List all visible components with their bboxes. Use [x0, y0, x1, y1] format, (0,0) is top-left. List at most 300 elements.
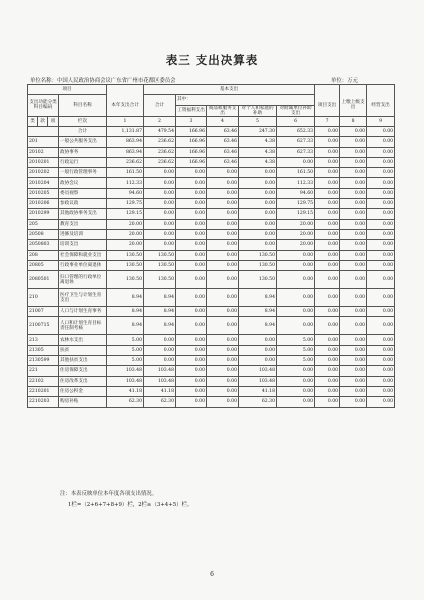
amount-cell: 0.00 — [176, 209, 207, 219]
amount-cell: 0.00 — [144, 168, 176, 178]
amount-cell: 863.94 — [107, 137, 144, 147]
amount-cell: 0.00 — [367, 335, 395, 345]
amount-cell: 0.00 — [367, 376, 395, 386]
amount-cell: 0.00 — [207, 219, 239, 229]
amount-cell: 0.00 — [144, 345, 176, 355]
amount-cell: 166.96 — [176, 137, 207, 147]
amount-cell: 0.00 — [367, 250, 395, 260]
header-salary-welfare: 工资福利支出 — [176, 105, 207, 116]
subject-code: 21007 — [28, 307, 59, 317]
amount-cell: 0.00 — [277, 376, 315, 386]
amount-cell: 62.30 — [107, 397, 144, 407]
col-num: 6 — [277, 116, 315, 126]
amount-cell: 0.00 — [207, 356, 239, 366]
amount-cell: 20.00 — [277, 240, 315, 250]
amount-cell: 0.00 — [239, 335, 277, 345]
amount-cell: 0.00 — [144, 219, 176, 229]
subject-name: 住房保障支出 — [59, 366, 107, 376]
subject-name: 教育支出 — [59, 219, 107, 229]
column-number-row — [28, 116, 395, 126]
amount-cell: 103.48 — [239, 366, 277, 376]
header-personal-family: 对个人和家庭的补助 — [239, 105, 277, 116]
subject-code: 221 — [28, 366, 59, 376]
table-row — [28, 289, 395, 307]
total-label: 合计 — [59, 126, 107, 136]
amount-cell: 0.00 — [315, 178, 340, 188]
amount-cell: 130.50 — [239, 250, 277, 260]
amount-cell: 5.00 — [277, 345, 315, 355]
subject-name: 购房补贴 — [59, 397, 107, 407]
amount-cell: 0.00 — [144, 199, 176, 209]
amount-cell: 103.48 — [239, 376, 277, 386]
total-value: 479.54 — [144, 126, 176, 136]
amount-cell: 0.00 — [340, 366, 367, 376]
amount-cell: 236.62 — [144, 147, 176, 157]
subject-code: 2010299 — [28, 209, 59, 219]
subject-name: 人口与计划生育事务 — [59, 307, 107, 317]
amount-cell: 129.15 — [107, 209, 144, 219]
subject-name: 其他扶贫支出 — [59, 356, 107, 366]
amount-cell: 103.48 — [144, 366, 176, 376]
amount-cell: 0.00 — [277, 260, 315, 270]
subject-name: 政协事务 — [59, 147, 107, 157]
amount-cell: 4.38 — [239, 147, 277, 157]
unit-name: 单位名称：中国人民政治协商会议广东省广州市花都区委员会 — [30, 78, 176, 84]
amount-cell: 94.60 — [277, 188, 315, 198]
amount-cell: 166.96 — [176, 147, 207, 157]
amount-cell: 0.00 — [340, 168, 367, 178]
subject-name: 扶贫 — [59, 345, 107, 355]
subject-name: 政协会议 — [59, 178, 107, 188]
amount-cell: 0.00 — [315, 229, 340, 239]
amount-cell: 94.60 — [107, 188, 144, 198]
amount-cell: 0.00 — [207, 178, 239, 188]
amount-cell: 0.00 — [340, 229, 367, 239]
amount-cell: 41.18 — [107, 386, 144, 396]
amount-cell: 0.00 — [367, 307, 395, 317]
subject-code: 205 — [28, 219, 59, 229]
amount-cell: 0.00 — [367, 188, 395, 198]
amount-cell: 0.00 — [144, 178, 176, 188]
amount-cell: 0.00 — [176, 386, 207, 396]
table-row — [28, 229, 395, 239]
amount-cell: 0.00 — [315, 271, 340, 289]
amount-cell: 8.94 — [144, 317, 176, 335]
amount-cell: 5.00 — [107, 335, 144, 345]
amount-cell: 0.00 — [207, 260, 239, 270]
amount-cell: 0.00 — [315, 366, 340, 376]
amount-cell: 0.00 — [239, 188, 277, 198]
amount-cell: 0.00 — [207, 366, 239, 376]
amount-cell: 0.00 — [315, 137, 340, 147]
header-subsidy-subordinate: 对附属单位补助支出 — [277, 105, 315, 116]
amount-cell: 0.00 — [207, 188, 239, 198]
table-row — [28, 168, 395, 178]
total-value: 247.30 — [239, 126, 277, 136]
col-num: 2 — [144, 116, 176, 126]
amount-cell: 0.00 — [315, 386, 340, 396]
amount-cell: 20.00 — [277, 219, 315, 229]
amount-cell: 8.94 — [239, 317, 277, 335]
subject-code: 2130599 — [28, 356, 59, 366]
amount-cell: 63.46 — [207, 157, 239, 167]
col-lei: 类 — [28, 116, 38, 126]
amount-cell: 129.15 — [277, 209, 315, 219]
amount-cell: 41.18 — [239, 386, 277, 396]
subject-name: 住房改革支出 — [59, 376, 107, 386]
amount-cell: 0.00 — [340, 178, 367, 188]
amount-cell: 0.00 — [176, 289, 207, 307]
amount-cell: 0.00 — [367, 219, 395, 229]
header-current-total: 本年支出合计 — [107, 95, 144, 116]
amount-cell: 0.00 — [207, 168, 239, 178]
amount-cell: 0.00 — [144, 335, 176, 345]
amount-cell: 130.50 — [144, 250, 176, 260]
amount-cell: 8.94 — [144, 307, 176, 317]
col-num: 4 — [207, 116, 239, 126]
subject-code: 213 — [28, 335, 59, 345]
subject-name: 参政议政 — [59, 199, 107, 209]
col-num: 8 — [340, 116, 367, 126]
subject-code: 22102 — [28, 376, 59, 386]
amount-cell: 0.00 — [315, 397, 340, 407]
subject-name: 农林水支出 — [59, 335, 107, 345]
table-row — [28, 157, 395, 167]
amount-cell: 0.00 — [367, 178, 395, 188]
amount-cell: 0.00 — [207, 335, 239, 345]
amount-cell: 236.62 — [107, 157, 144, 167]
amount-cell: 130.50 — [107, 260, 144, 270]
amount-cell: 0.00 — [315, 209, 340, 219]
amount-cell: 0.00 — [367, 366, 395, 376]
amount-cell: 0.00 — [367, 240, 395, 250]
subject-code: 20102 — [28, 147, 59, 157]
amount-cell: 0.00 — [315, 157, 340, 167]
table-row — [28, 188, 395, 198]
amount-cell: 41.18 — [144, 386, 176, 396]
amount-cell: 0.00 — [367, 289, 395, 307]
subject-code: 2010205 — [28, 188, 59, 198]
col-num: 7 — [315, 116, 340, 126]
subject-code: 2010206 — [28, 199, 59, 209]
amount-cell: 20.00 — [107, 240, 144, 250]
header-subtotal: 合计 — [144, 95, 176, 116]
unit-label: 单位：万元 — [331, 78, 358, 84]
header-row-1 — [28, 85, 395, 95]
amount-cell: 103.48 — [144, 376, 176, 386]
amount-cell: 103.48 — [107, 366, 144, 376]
subject-name: 进修及培训 — [59, 229, 107, 239]
amount-cell: 63.46 — [207, 147, 239, 157]
amount-cell: 0.00 — [176, 188, 207, 198]
subject-code: 208 — [28, 250, 59, 260]
amount-cell: 0.00 — [176, 229, 207, 239]
table-row — [28, 240, 395, 250]
subject-code: 20805 — [28, 260, 59, 270]
subject-name: 医疗卫生与计划生育支出 — [59, 289, 107, 307]
table-row — [28, 356, 395, 366]
page-number: 6 — [210, 571, 214, 578]
amount-cell: 63.46 — [207, 137, 239, 147]
amount-cell: 0.00 — [340, 240, 367, 250]
amount-cell: 0.00 — [315, 250, 340, 260]
amount-cell: 236.62 — [144, 157, 176, 167]
amount-cell: 627.33 — [277, 137, 315, 147]
amount-cell: 0.00 — [367, 199, 395, 209]
amount-cell: 0.00 — [207, 240, 239, 250]
amount-cell: 130.50 — [144, 260, 176, 270]
amount-cell: 5.00 — [107, 345, 144, 355]
amount-cell: 8.94 — [107, 317, 144, 335]
amount-cell: 0.00 — [176, 376, 207, 386]
subject-code: 21305 — [28, 345, 59, 355]
amount-cell: 0.00 — [207, 397, 239, 407]
header-project-expense: 项目支出 — [315, 95, 340, 116]
amount-cell: 166.96 — [176, 157, 207, 167]
amount-cell: 0.00 — [207, 271, 239, 289]
amount-cell: 0.00 — [367, 168, 395, 178]
subject-name: 行政事业单位离退休 — [59, 260, 107, 270]
amount-cell: 0.00 — [277, 157, 315, 167]
amount-cell: 0.00 — [144, 209, 176, 219]
amount-cell: 130.50 — [239, 271, 277, 289]
amount-cell: 20.00 — [107, 229, 144, 239]
amount-cell: 130.50 — [107, 250, 144, 260]
amount-cell: 0.00 — [277, 317, 315, 335]
amount-cell: 8.94 — [107, 289, 144, 307]
amount-cell: 0.00 — [239, 356, 277, 366]
col-num: 9 — [367, 116, 395, 126]
table-row — [28, 386, 395, 396]
total-value: 63.46 — [207, 126, 239, 136]
header-subject-name: 科目名称 — [59, 95, 107, 116]
header-project: 项目 — [28, 85, 107, 95]
amount-cell: 112.33 — [107, 178, 144, 188]
total-value: 166.96 — [176, 126, 207, 136]
amount-cell: 627.33 — [277, 147, 315, 157]
expenditure-table — [27, 84, 395, 408]
amount-cell: 0.00 — [340, 199, 367, 209]
amount-cell: 0.00 — [340, 356, 367, 366]
amount-cell: 0.00 — [340, 157, 367, 167]
subject-name: 人口和计划生育目标责任制考核 — [59, 317, 107, 335]
amount-cell: 0.00 — [367, 260, 395, 270]
table-row — [28, 209, 395, 219]
note-line: 注：本表反映单位本年度各项支出情况。 — [60, 491, 158, 497]
amount-cell: 4.38 — [239, 137, 277, 147]
table-row — [28, 271, 395, 289]
amount-cell: 0.00 — [176, 271, 207, 289]
amount-cell: 129.75 — [277, 199, 315, 209]
amount-cell: 0.00 — [277, 271, 315, 289]
amount-cell: 0.00 — [239, 178, 277, 188]
amount-cell: 0.00 — [144, 240, 176, 250]
amount-cell: 0.00 — [207, 199, 239, 209]
subject-name: 住房公积金 — [59, 386, 107, 396]
amount-cell: 0.00 — [207, 289, 239, 307]
amount-cell: 0.00 — [207, 209, 239, 219]
amount-cell: 0.00 — [239, 209, 277, 219]
table-row — [28, 307, 395, 317]
amount-cell: 0.00 — [340, 289, 367, 307]
subject-code: 2010204 — [28, 178, 59, 188]
col-kuan: 款 — [38, 116, 48, 126]
amount-cell: 0.00 — [367, 317, 395, 335]
table-row — [28, 260, 395, 270]
col-num: 3 — [176, 116, 207, 126]
amount-cell: 0.00 — [315, 188, 340, 198]
amount-cell: 0.00 — [207, 250, 239, 260]
subject-name: 一般行政管理事务 — [59, 168, 107, 178]
subject-name: 委员视察 — [59, 188, 107, 198]
subject-name: 一般公共服务支出 — [59, 137, 107, 147]
subject-name: 社会保障和就业支出 — [59, 250, 107, 260]
page-title: 表三 支出决算表 — [165, 53, 259, 67]
amount-cell: 0.00 — [340, 335, 367, 345]
amount-cell: 0.00 — [144, 188, 176, 198]
amount-cell: 0.00 — [340, 219, 367, 229]
subject-code: 20508 — [28, 229, 59, 239]
col-xiang: 项 — [48, 116, 59, 126]
amount-cell: 20.00 — [107, 219, 144, 229]
amount-cell: 0.00 — [176, 219, 207, 229]
amount-cell: 0.00 — [239, 345, 277, 355]
subject-name: 其他政协事务支出 — [59, 209, 107, 219]
amount-cell: 0.00 — [277, 289, 315, 307]
subject-code: 2010201 — [28, 157, 59, 167]
amount-cell: 103.48 — [107, 376, 144, 386]
subject-code: 2100715 — [28, 317, 59, 335]
subject-name: 培训支出 — [59, 240, 107, 250]
amount-cell: 0.00 — [315, 289, 340, 307]
amount-cell: 0.00 — [367, 386, 395, 396]
amount-cell: 0.00 — [340, 271, 367, 289]
amount-cell: 0.00 — [367, 397, 395, 407]
table-row — [28, 397, 395, 407]
subject-code: 2080501 — [28, 271, 59, 289]
total-value: 0.00 — [340, 126, 367, 136]
table-row — [28, 335, 395, 345]
amount-cell: 161.50 — [107, 168, 144, 178]
amount-cell: 0.00 — [176, 260, 207, 270]
amount-cell: 0.00 — [315, 335, 340, 345]
amount-cell: 0.00 — [239, 219, 277, 229]
amount-cell: 0.00 — [239, 229, 277, 239]
amount-cell: 0.00 — [176, 356, 207, 366]
amount-cell: 0.00 — [367, 271, 395, 289]
total-value: 0.00 — [367, 126, 395, 136]
header-pay-higher: 上缴上级支出 — [340, 95, 367, 116]
subject-code: 2210201 — [28, 386, 59, 396]
amount-cell: 0.00 — [207, 307, 239, 317]
amount-cell: 0.00 — [340, 397, 367, 407]
total-value: 652.33 — [277, 126, 315, 136]
amount-cell: 863.94 — [107, 147, 144, 157]
amount-cell: 0.00 — [340, 147, 367, 157]
amount-cell: 0.00 — [315, 168, 340, 178]
table-row — [28, 366, 395, 376]
amount-cell: 0.00 — [176, 317, 207, 335]
amount-cell: 0.00 — [367, 345, 395, 355]
subject-code: 210 — [28, 289, 59, 307]
amount-cell: 0.00 — [176, 307, 207, 317]
amount-cell: 0.00 — [315, 147, 340, 157]
subject-name: 行政运行 — [59, 157, 107, 167]
amount-cell: 0.00 — [176, 335, 207, 345]
amount-cell: 0.00 — [315, 317, 340, 335]
amount-cell: 0.00 — [176, 397, 207, 407]
table-row — [28, 219, 395, 229]
amount-cell: 129.75 — [107, 199, 144, 209]
amount-cell: 0.00 — [239, 168, 277, 178]
amount-cell: 0.00 — [315, 260, 340, 270]
amount-cell: 0.00 — [239, 240, 277, 250]
amount-cell: 5.00 — [277, 335, 315, 345]
table-row — [28, 147, 395, 157]
amount-cell: 0.00 — [315, 307, 340, 317]
amount-cell: 0.00 — [315, 345, 340, 355]
amount-cell: 0.00 — [176, 199, 207, 209]
amount-cell: 0.00 — [340, 250, 367, 260]
amount-cell: 0.00 — [315, 240, 340, 250]
amount-cell: 8.94 — [107, 307, 144, 317]
amount-cell: 0.00 — [367, 209, 395, 219]
table-row — [28, 376, 395, 386]
subject-code: 2050803 — [28, 240, 59, 250]
amount-cell: 0.00 — [340, 260, 367, 270]
amount-cell: 0.00 — [277, 250, 315, 260]
amount-cell: 8.94 — [239, 307, 277, 317]
amount-cell: 0.00 — [277, 366, 315, 376]
table-row — [28, 199, 395, 209]
amount-cell: 62.30 — [239, 397, 277, 407]
amount-cell: 0.00 — [340, 209, 367, 219]
subject-name: 归口管理的行政单位离退休 — [59, 271, 107, 289]
amount-cell: 62.30 — [144, 397, 176, 407]
amount-cell: 0.00 — [239, 199, 277, 209]
amount-cell: 130.50 — [107, 271, 144, 289]
amount-cell: 112.33 — [277, 178, 315, 188]
header-among: 其中： — [176, 95, 315, 105]
amount-cell: 130.50 — [239, 260, 277, 270]
amount-cell: 0.00 — [176, 240, 207, 250]
amount-cell: 0.00 — [207, 345, 239, 355]
amount-cell: 161.50 — [277, 168, 315, 178]
table-row — [28, 345, 395, 355]
table-row — [28, 137, 395, 147]
amount-cell: 5.00 — [107, 356, 144, 366]
header-operating: 经营支出 — [367, 95, 395, 116]
amount-cell: 0.00 — [340, 137, 367, 147]
amount-cell: 0.00 — [176, 178, 207, 188]
amount-cell: 8.94 — [144, 289, 176, 307]
amount-cell: 0.00 — [367, 147, 395, 157]
subject-code: 201 — [28, 137, 59, 147]
amount-cell: 0.00 — [207, 317, 239, 335]
total-value: 0.00 — [315, 126, 340, 136]
amount-cell: 0.00 — [340, 317, 367, 335]
col-num: 5 — [239, 116, 277, 126]
amount-cell: 0.00 — [207, 376, 239, 386]
amount-cell: 8.94 — [239, 289, 277, 307]
amount-cell: 5.00 — [277, 356, 315, 366]
table-row — [28, 317, 395, 335]
total-value: 1,131.87 — [107, 126, 144, 136]
amount-cell: 130.50 — [144, 271, 176, 289]
amount-cell: 0.00 — [340, 188, 367, 198]
amount-cell: 0.00 — [367, 356, 395, 366]
table-row — [28, 250, 395, 260]
